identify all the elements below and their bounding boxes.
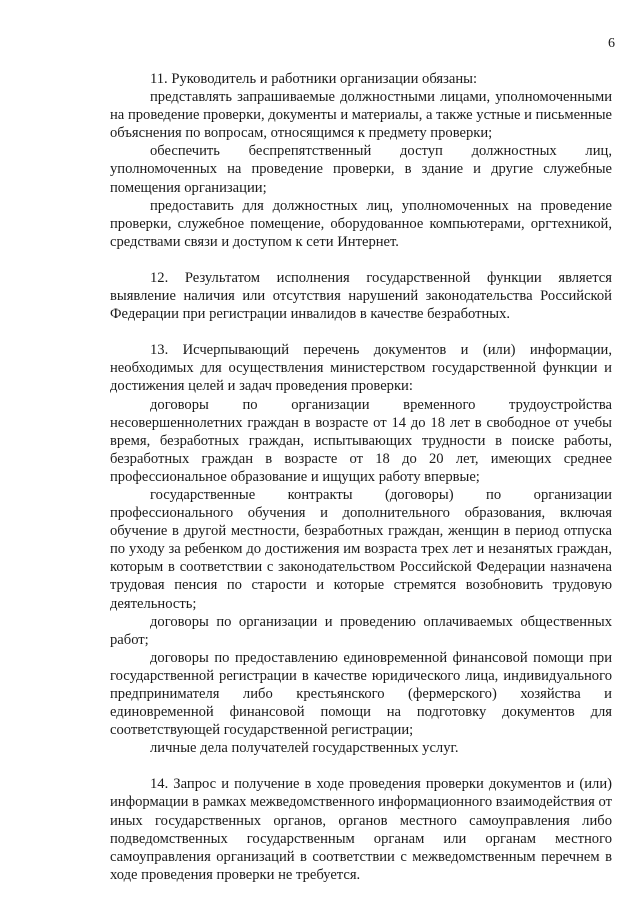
paragraph-13-item-2: государственные контракты (договоры) по организации профессионального обучения и дополнительного образования, включая обучение в другой местности, безработных граждан, женщин в период отпуска по уходу за ребенком до достижения им возраста трех лет и незанятых граждан, которым в соответствии с законодательством Российской Федерации назначена трудовая пенсия по старости и которые стремятся возобновить трудовую деятельность; bbox=[110, 486, 612, 612]
paragraph-11-item-1: представлять запрашиваемые должностными лицами, уполномоченными на проведение проверки, документы и материалы, а также устные и письменные объяснения по вопросам, относящимся к предмету проверки; bbox=[110, 89, 612, 142]
paragraph-13-item-3: договоры по организации и проведению оплачиваемых общественных работ; bbox=[110, 613, 612, 648]
paragraph-11-item-2: обеспечить беспрепятственный доступ должностных лиц, уполномоченных на проведение проверки, в здание и другие служебные помещения организации; bbox=[110, 143, 612, 196]
paragraph-13-item-5: личные дела получателей государственных услуг. bbox=[150, 740, 459, 757]
document-body bbox=[110, 70, 612, 884]
paragraph-11-heading: 11. Руководитель и работники организации обязаны: bbox=[150, 71, 478, 87]
paragraph-13-heading: 13. Исчерпывающий перечень документов и (или) информации, необходимых для осуществления министерством государственной функции и достижения целей и задач проведения проверки: bbox=[110, 342, 612, 395]
paragraph-13-item-1: договоры по организации временного трудоустройства несовершеннолетних граждан в возрасте от 14 до 18 лет в свободное от учебы время, безработных граждан, испытывающих трудности в поиске работы, безработных граждан в возрасте от 18 до 20 лет, имеющих среднее профессиональное образование и ищущих работу впервые; bbox=[110, 396, 612, 485]
paragraph-13-item-4: договоры по предоставлению единовременной финансовой помощи при государственной регистрации в качестве юридического лица, индивидуального предпринимателя либо крестьянского (фермерского) хозяйства и единовременной финансовой помощи на подготовку документов для соответствующей государственной регистрации; bbox=[110, 649, 612, 739]
paragraph-11-item-3: предоставить для должностных лиц, уполномоченных на проведение проверки, служебное помещение, оборудованное компьютерами, оргтехникой, средствами связи и доступом к сети Интернет. bbox=[110, 197, 612, 250]
paragraph-14: 14. Запрос и получение в ходе проведения проверки документов и (или) информации в рамках межведомственного информационного взаимодействия от иных государственных органов, органов местного самоуправления либо подведомственных государственным органам или органам местного самоуправления организаций в соответствии с межведомственным перечнем в ходе проведения проверки не требуется. bbox=[110, 776, 612, 883]
paragraph-12: 12. Результатом исполнения государственной функции является выявление наличия или отсутствия нарушений законодательства Российской Федерации при регистрации инвалидов в качестве безработных. bbox=[110, 269, 612, 323]
page-number: 6 bbox=[608, 36, 615, 51]
